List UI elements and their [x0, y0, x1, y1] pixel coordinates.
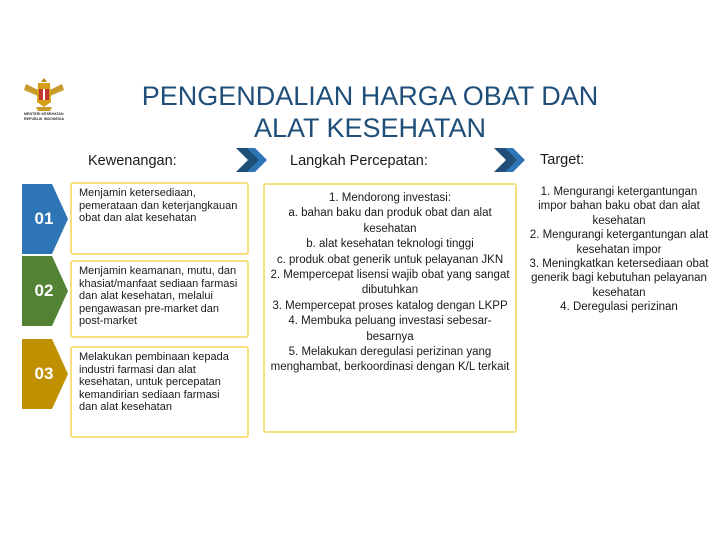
langkah-subitem-b: b. alat kesehatan teknologi tinggi — [306, 238, 474, 251]
target-item-2: 2. Mengurangi ketergantungan alat kesehatan impor — [529, 229, 709, 256]
badge-02 — [22, 256, 70, 326]
badge-number: 03 — [34, 364, 54, 383]
logo-caption: MENTERI KESEHATAN REPUBLIK INDONESIA — [24, 112, 65, 121]
target-list — [526, 185, 712, 315]
langkah-subitem-a: a. bahan baku dan produk obat dan alat kesehatan — [288, 207, 492, 235]
langkah-item-4: 4. Membuka peluang investasi sebesar-besarnya — [288, 315, 492, 343]
badge-01 — [22, 184, 70, 254]
title-line-1: PENGENDALIAN HARGA OBAT DAN — [141, 81, 599, 111]
kewenangan-item-3: Melakukan pembinaan kepada industri farmasi dan alat kesehatan, untuk percepatan kemandirian sediaan farmasi dan alat kesehatan — [70, 346, 249, 438]
langkah-item-5: 5. Melakukan deregulasi perizinan yang menghambat, berkoordinasi dengan K/L terkait — [270, 346, 510, 374]
page-title — [130, 80, 610, 144]
badge-03 — [22, 339, 70, 409]
langkah-subitem-c: c. produk obat generik untuk pelayanan JKN — [276, 253, 504, 266]
langkah-list — [269, 191, 511, 376]
chevron-right-icon — [236, 148, 270, 177]
langkah-item-1: 1. Mendorong investasi: a. bahan baku dan produk obat dan alat kesehatan b. alat kesehatan teknologi tinggi c. produk obat generik untuk pelayanan JKN — [269, 191, 511, 268]
kewenangan-item-2: Menjamin keamanan, mutu, dan khasiat/manfaat sediaan farmasi dan alat kesehatan, melalui pengawasan pre-market dan post-market — [70, 260, 249, 338]
langkah-percepatan-box — [263, 183, 517, 433]
badge-number: 02 — [34, 281, 54, 300]
langkah-item-2: 2. Mempercepat lisensi wajib obat yang sangat dibutuhkan — [270, 269, 510, 297]
target-item-3: 3. Meningkatkan ketersediaan obat generik bagi kebutuhan pelayanan kesehatan — [529, 258, 709, 299]
kewenangan-item-1: Menjamin ketersediaan, pemerataan dan keterjangkauan obat dan alat kesehatan — [70, 182, 249, 255]
kewenangan-heading: Kewenangan: — [88, 153, 177, 169]
target-heading: Target: — [540, 152, 585, 168]
badge-number: 01 — [34, 209, 54, 228]
langkah-item-3: 3. Mempercepat proses katalog dengan LKPP — [272, 299, 508, 312]
chevron-right-icon — [494, 148, 528, 177]
target-item-4: 4. Deregulasi perizinan — [560, 301, 678, 314]
target-item-1: 1. Mengurangi ketergantungan impor bahan baku obat dan alat kesehatan — [538, 186, 700, 227]
title-line-2: ALAT KESEHATAN — [253, 113, 487, 143]
langkah-heading: Langkah Percepatan: — [290, 153, 428, 169]
